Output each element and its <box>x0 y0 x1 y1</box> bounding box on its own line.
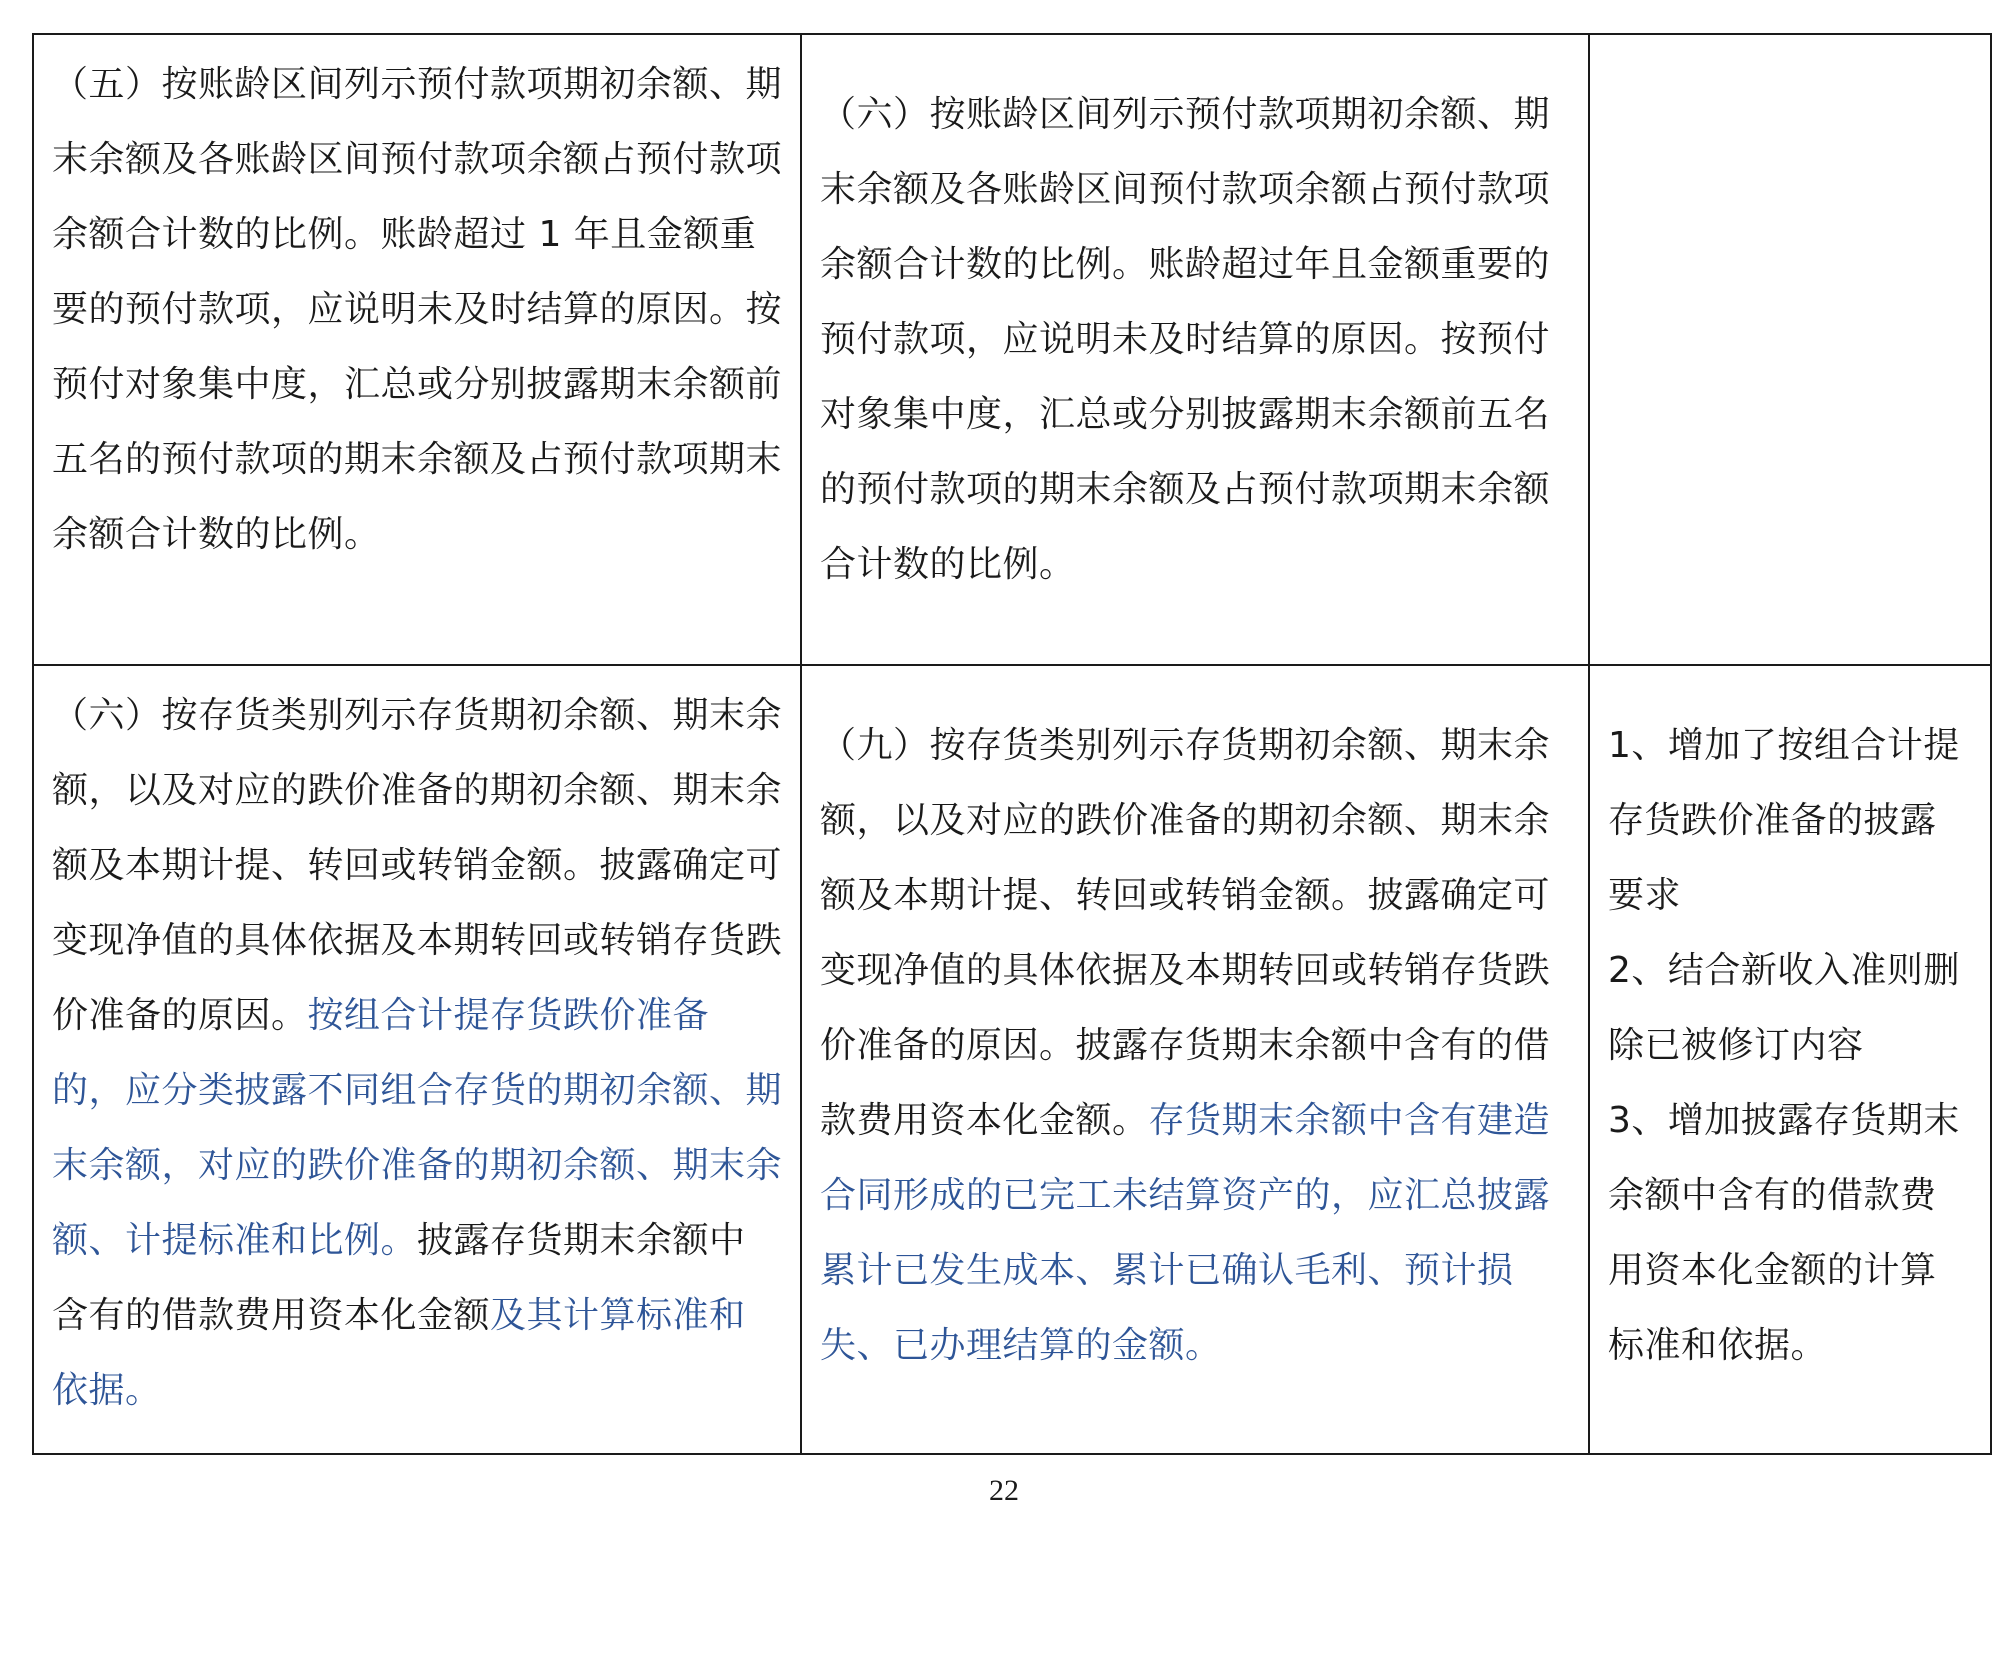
new-rule-cell <box>801 34 1589 665</box>
comparison-table <box>32 33 1992 1455</box>
notes-cell <box>1589 34 1991 665</box>
note-item: 1、增加了按组合计提存货跌价准备的披露要求 <box>1608 725 1960 916</box>
old-rule-changed-text: 及其计算标准和依据。 <box>52 1295 746 1411</box>
new-rule-changed-text: 存货期末余额中含有建造合同形成的已完工未结算资产的，应汇总披露累计已发生成本、累计已确认毛利、预计损失、已办理结算的金额。 <box>820 1100 1551 1366</box>
new-rule-cell <box>801 665 1589 1454</box>
note-item: 2、结合新收入准则删除已被修订内容 <box>1608 950 1960 1066</box>
old-rule-cell <box>33 665 801 1454</box>
note-item: 3、增加披露存货期末余额中含有的借款费用资本化金额的计算标准和依据。 <box>1608 1100 1960 1366</box>
old-rule-text: （五）按账龄区间列示预付款项期初余额、期末余额及各账龄区间预付款项余额占预付款项余额合计数的比例。账龄超过 1 年且金额重要的预付款项，应说明未及时结算的原因。按预付对象集中度，汇总或分别披露期末余额前五名的预付款项的期末余额及占预付款项期末余额合计数的比例。 <box>52 64 783 555</box>
old-rule-changed-text: 按组合计提存货跌价准备的，应分类披露不同组合存货的期初余额、期末余额，对应的跌价准备的期初余额、期末余额、计提标准和比例。 <box>52 995 783 1261</box>
old-rule-text: 披露存货期末余额中含有的借款费用资本化金额 <box>52 1220 746 1336</box>
notes-cell <box>1589 665 1991 1454</box>
page-number: 22 <box>989 1474 1019 1507</box>
old-rule-cell <box>33 34 801 665</box>
new-rule-text: （九）按存货类别列示存货期初余额、期末余额，以及对应的跌价准备的期初余额、期末余额及本期计提、转回或转销金额。披露确定可变现净值的具体依据及本期转回或转销存货跌价准备的原因。披露存货期末余额中含有的借款费用资本化金额。 <box>820 725 1551 1141</box>
new-rule-text: （六）按账龄区间列示预付款项期初余额、期末余额及各账龄区间预付款项余额占预付款项余额合计数的比例。账龄超过年且金额重要的预付款项，应说明未及时结算的原因。按预付对象集中度，汇总或分别披露期末余额前五名的预付款项的期末余额及占预付款项期末余额合计数的比例。 <box>820 94 1551 585</box>
table-row <box>33 34 1991 665</box>
table-row <box>33 665 1991 1454</box>
old-rule-text: （六）按存货类别列示存货期初余额、期末余额，以及对应的跌价准备的期初余额、期末余额及本期计提、转回或转销金额。披露确定可变现净值的具体依据及本期转回或转销存货跌价准备的原因。 <box>52 695 783 1036</box>
